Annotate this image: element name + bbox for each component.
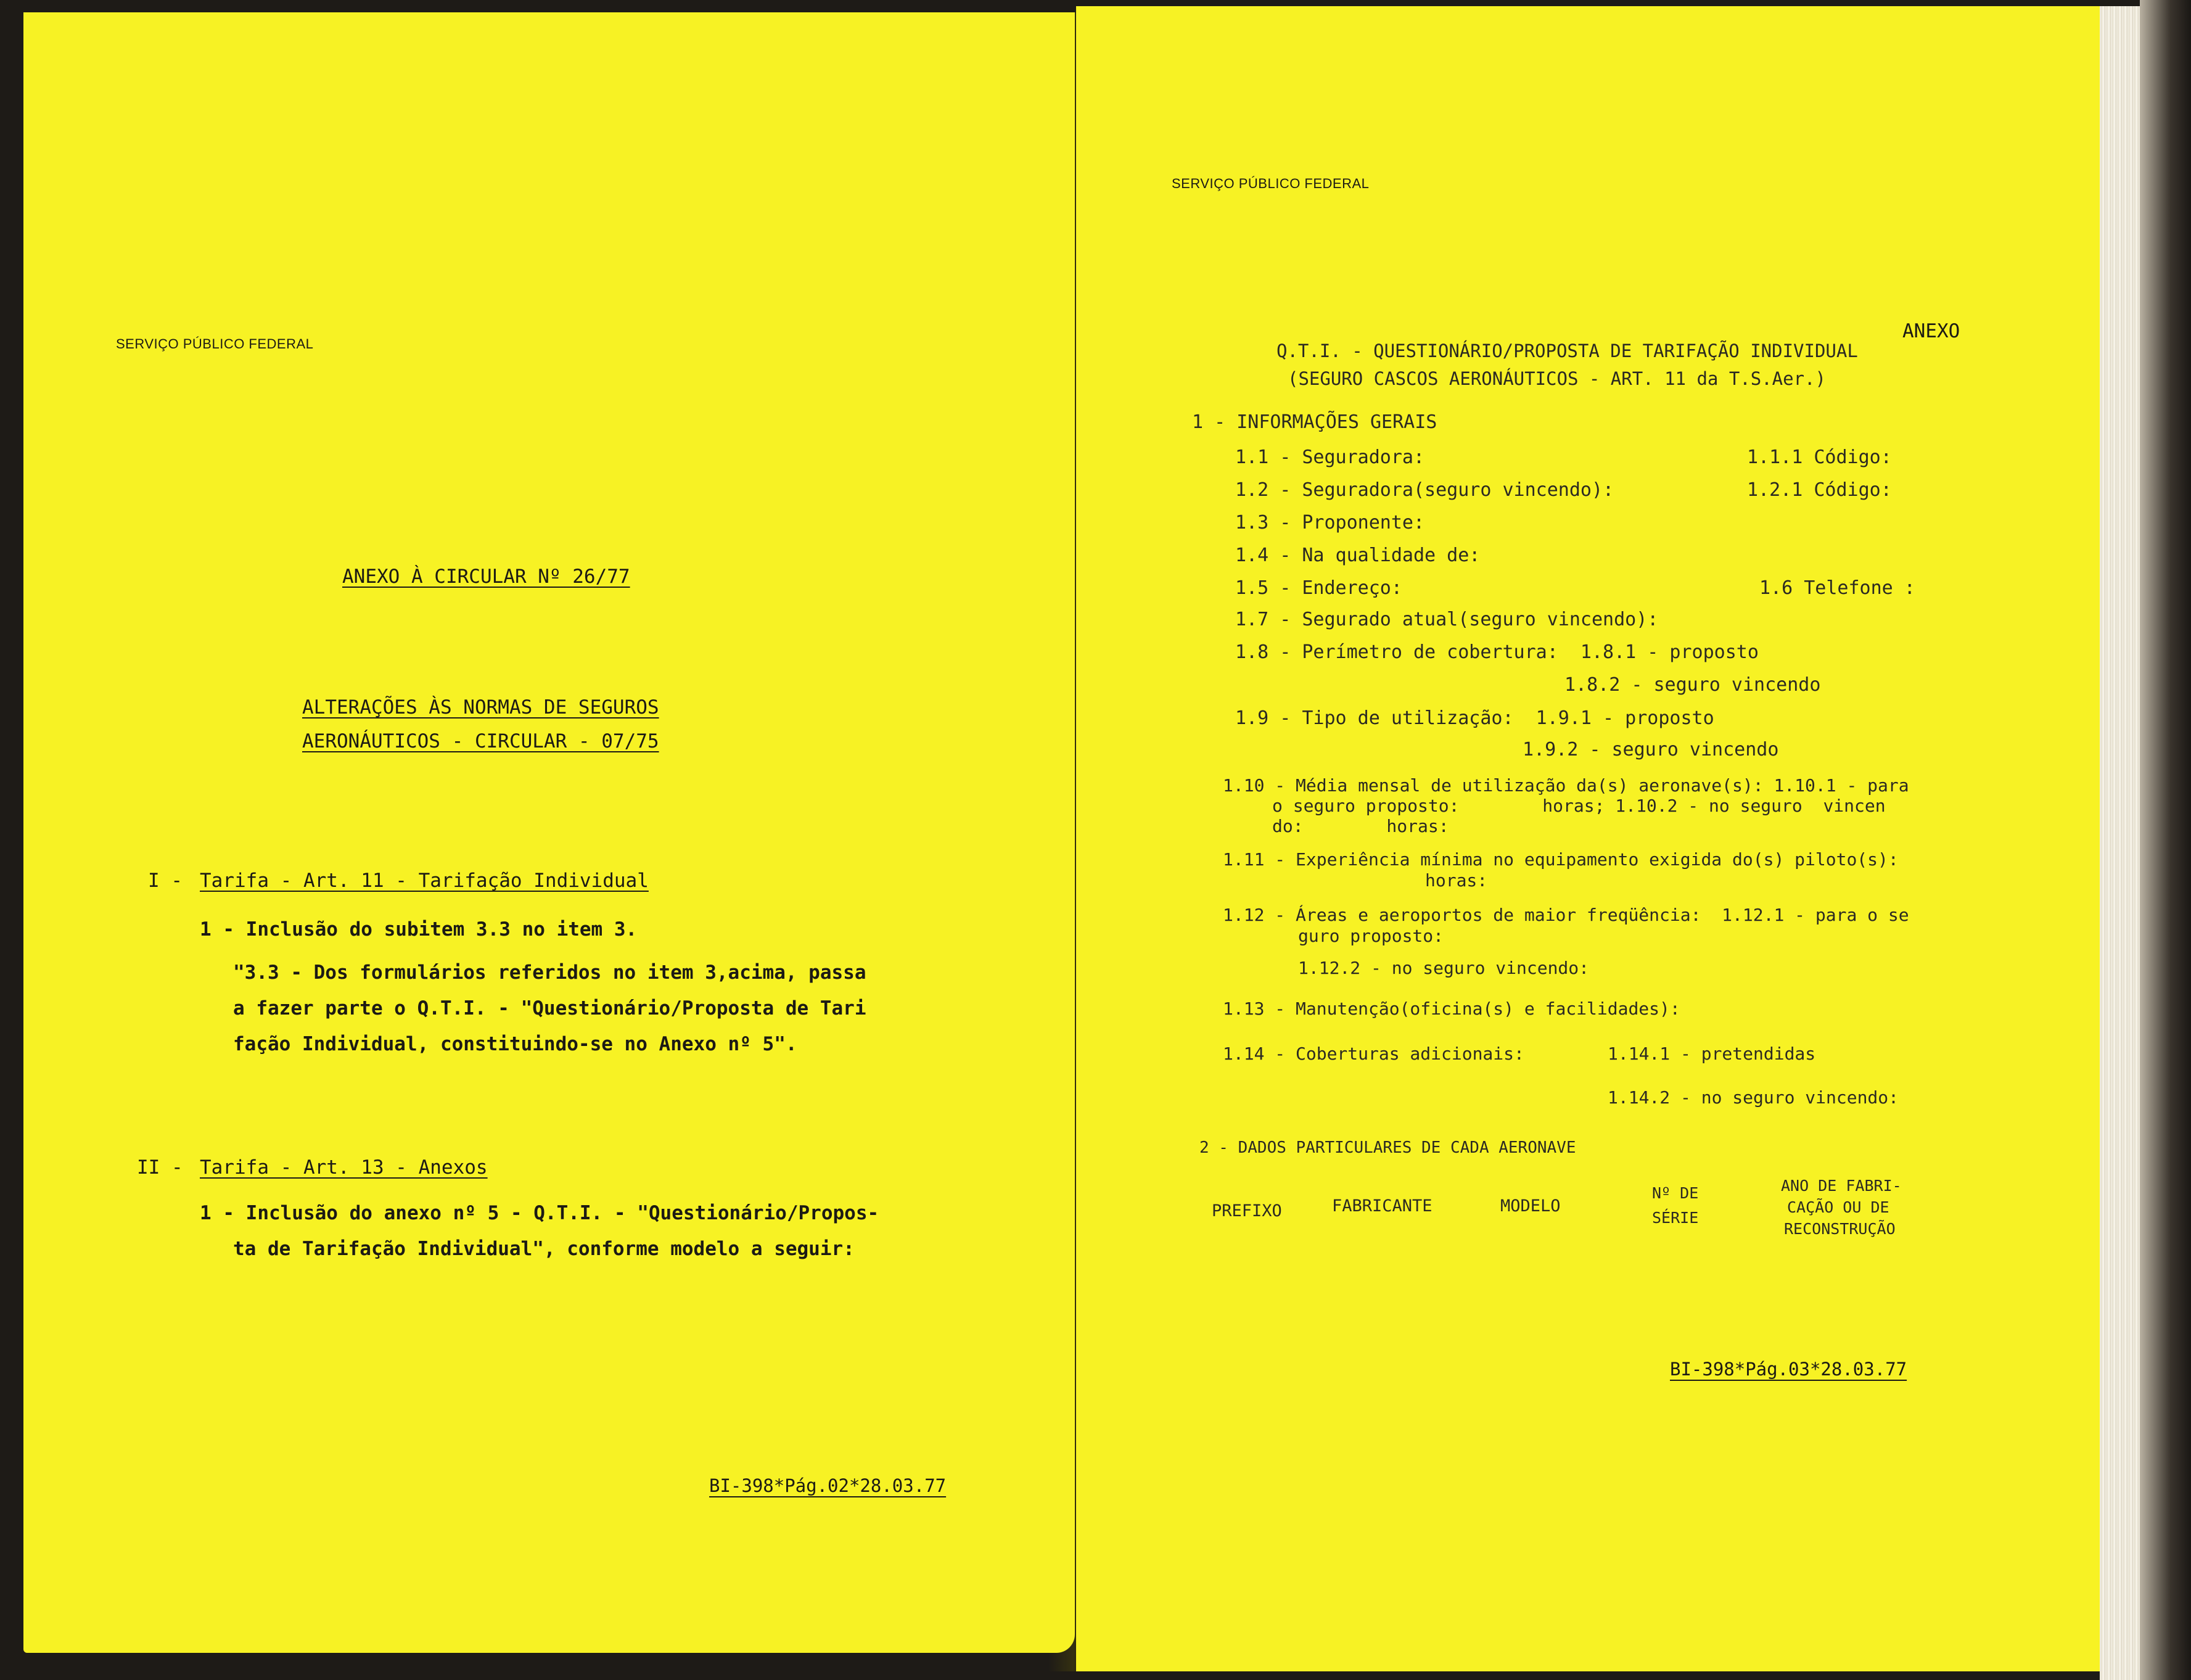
item-1-12-line: 1.12 - Áreas e aeroportos de maior freqüência: 1.12.1 - para o se [1223, 905, 1909, 925]
item-1-4: 1.4 - Na qualidade de: [1235, 545, 1481, 566]
item-1-8-2: 1.8.2 - seguro vincendo [1564, 674, 1821, 696]
col-ano-line: CAÇÃO OU DE [1787, 1198, 1889, 1216]
item-1-9: 1.9 - Tipo de utilização: 1.9.1 - proposto [1235, 707, 1714, 729]
item-1-6: 1.6 Telefone : [1759, 577, 1915, 599]
item-1-2-1: 1.2.1 Código: [1747, 479, 1892, 501]
col-ano-line: ANO DE FABRI- [1781, 1177, 1902, 1195]
section-1-item: 1 - Inclusão do subitem 3.3 no item 3. [200, 918, 638, 941]
section-general-info: 1 - INFORMAÇÕES GERAIS [1192, 411, 1437, 433]
item-1-14-1: 1.14.1 - pretendidas [1608, 1044, 1816, 1064]
item-1-12-line: 1.12.2 - no seguro vincendo: [1298, 958, 1590, 978]
item-1-1-1: 1.1.1 Código: [1747, 447, 1892, 468]
col-modelo: MODELO [1500, 1196, 1561, 1216]
item-1-9-2: 1.9.2 - seguro vincendo [1523, 739, 1779, 760]
section-2-number: II - [137, 1156, 183, 1179]
col-serie-line: Nº DE [1652, 1184, 1699, 1202]
item-1-14-2: 1.14.2 - no seguro vincendo: [1608, 1087, 1899, 1108]
annex-label: ANEXO [1902, 320, 1960, 342]
left-page [23, 12, 1075, 1653]
right-header: SERVIÇO PÚBLICO FEDERAL [1172, 176, 1370, 191]
item-1-8: 1.8 - Perímetro de cobertura: 1.8.1 - proposto [1235, 641, 1759, 663]
col-ano-line: RECONSTRUÇÃO [1784, 1220, 1896, 1238]
right-page [1076, 6, 2100, 1671]
right-footer: BI-398*Pág.03*28.03.77 [1670, 1359, 1907, 1380]
item-1-10-line: o seguro proposto: horas; 1.10.2 - no seguro vincen [1272, 796, 1886, 816]
item-1-11-line: horas: [1425, 870, 1488, 891]
left-header: SERVIÇO PÚBLICO FEDERAL [116, 336, 314, 352]
col-serie-line: SÉRIE [1652, 1209, 1699, 1227]
subtitle-line-1: ALTERAÇÕES ÀS NORMAS DE SEGUROS [302, 696, 659, 719]
item-1-3: 1.3 - Proponente: [1235, 512, 1425, 533]
item-1-11-line: 1.11 - Experiência mínima no equipamento exigida do(s) piloto(s): [1223, 849, 1899, 870]
item-1-14: 1.14 - Coberturas adicionais: [1223, 1044, 1524, 1064]
item-1-10-line: do: horas: [1272, 816, 1449, 836]
section-2-title: Tarifa - Art. 13 - Anexos [200, 1156, 488, 1179]
annex-circular-title: ANEXO À CIRCULAR Nº 26/77 [342, 566, 630, 588]
item-1-12-line: guro proposto: [1298, 926, 1444, 946]
left-footer: BI-398*Pág.02*28.03.77 [709, 1475, 947, 1496]
item-1-2: 1.2 - Seguradora(seguro vincendo): [1235, 479, 1614, 501]
form-title-line-1: Q.T.I. - QUESTIONÁRIO/PROPOSTA DE TARIFAÇÃO INDIVIDUAL [1276, 340, 1858, 361]
section-1-quote-line: fação Individual, constituindo-se no Anexo nº 5". [233, 1033, 797, 1055]
item-1-5: 1.5 - Endereço: [1235, 577, 1402, 599]
item-1-13: 1.13 - Manutenção(oficina(s) e facilidades): [1223, 999, 1680, 1019]
section-2-item-line: ta de Tarifação Individual", conforme modelo a seguir: [233, 1238, 855, 1260]
section-1-quote-line: a fazer parte o Q.T.I. - "Questionário/Proposta de Tari [233, 997, 866, 1019]
section-1-title: Tarifa - Art. 11 - Tarifação Individual [200, 870, 649, 892]
section-2-item-line: 1 - Inclusão do anexo nº 5 - Q.T.I. - "Questionário/Propos- [200, 1202, 879, 1224]
item-1-7: 1.7 - Segurado atual(seguro vincendo): [1235, 609, 1659, 630]
book-binding [2140, 0, 2191, 1680]
subtitle-line-2: AERONÁUTICOS - CIRCULAR - 07/75 [302, 730, 659, 752]
section-1-number: I - [148, 870, 183, 892]
col-fabricante: FABRICANTE [1332, 1196, 1433, 1216]
section-aircraft-data: 2 - DADOS PARTICULARES DE CADA AERONAVE [1199, 1139, 1576, 1157]
item-1-1: 1.1 - Seguradora: [1235, 447, 1425, 468]
item-1-10-line: 1.10 - Média mensal de utilização da(s) aeronave(s): 1.10.1 - para [1223, 775, 1909, 796]
col-prefixo: PREFIXO [1212, 1201, 1282, 1221]
form-title-line-2: (SEGURO CASCOS AERONÁUTICOS - ART. 11 da T.S.Aer.) [1288, 368, 1826, 389]
section-1-quote-line: "3.3 - Dos formulários referidos no item 3,acima, passa [233, 961, 866, 984]
